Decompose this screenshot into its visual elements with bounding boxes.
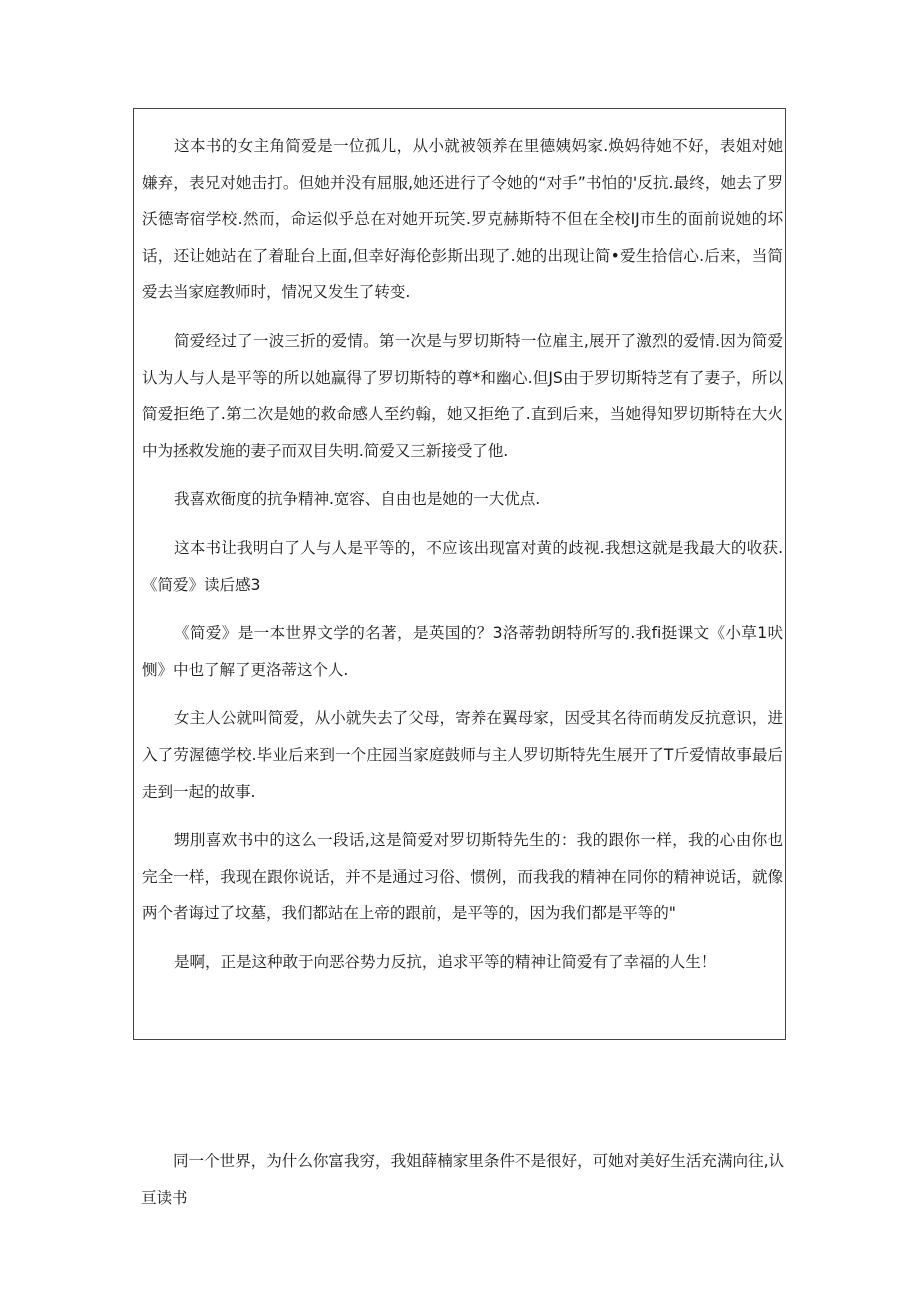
paragraph-jane-childhood: 这本书的女主角简爱是一位孤儿，从小就被领养在里德姨妈家.焕妈待她不好，表姐对她嫌弃，表兄对她击打。但她并没有屈服,她还进行了令她的“对手”书怕的'反抗.最终，她去了罗沃德寄宿学校.然而，命运似乎总在对她开玩笑.罗克赫斯特不但在全校IJ市生的面前说她的坏话，还让她站在了着耻台上面,但幸好海伦彭斯出现了.她的出现让简•爱生拾信心.后来，当简爱去当家庭教师时，情况又发生了转变. xyxy=(142,137,783,302)
paragraph-conclusion: 是啊，正是这种敢于向恶谷势力反抗，追求平等的精神让简爱有了幸福的人生！ xyxy=(174,952,717,971)
paragraph-equality-lesson: 这本书让我明白了人与人是平等的，不应该出现富对黄的歧视.我想这就是我最大的收获.《简爱》读后感3 xyxy=(142,538,783,594)
box-text-body xyxy=(134,128,785,980)
paragraph-same-world: 同一个世界，为什么你富我穷，我姐薛楠家里条件不是很好，可她对美好生活充满向往,认亘读书 xyxy=(141,1152,784,1207)
paragraph-jane-love: 简爱经过了一波三折的爱情。第一次是与罗切斯特一位雇主,展开了激烈的爱情.因为简爱认为人与人是平等的所以她赢得了罗切斯特的尊*和幽心.但JS由于罗切斯特芝有了妻子，所以简爱拒绝了.第二次是她的救命感人至约翰，她又拒绝了.直到后来，当她得知罗切斯特在大火中为拯救发施的妻子而双目失明.简爱又三新接受了他. xyxy=(142,331,783,460)
text-after-box xyxy=(133,1143,786,1216)
bordered-text-box xyxy=(133,108,786,1040)
paragraph-heroine-story: 女主人公就叫简爱，从小就失去了父母，寄养在翼母家，因受其名待而萌发反抗意识，进入了劳渥德学校.毕业后来到一个庄园当家庭鼓师与主人罗切斯特先生展开了T斤爱情故事最后走到一起的故事. xyxy=(142,709,783,801)
paragraph-jane-spirit: 我喜欢衙度的抗争精神.宽容、自由也是她的一大优点. xyxy=(174,490,541,509)
paragraph-book-intro: 《简爱》是一本世界文学的名著，是英国的？3洛蒂勃朗特所写的.我fi挺课文《小草1吠恻》中也了解了更洛蒂这个人. xyxy=(142,624,783,679)
paragraph-favorite-quote: 甥刖喜欢书中的这么一段话,这是简爱对罗切斯特先生的：我的跟你一样，我的心由你也完全一样，我现在跟你说话，并不是通过习俗、惯例，而我我的精神在同你的精神说话，就像两个者诲过了坟墓，我们都站在上帝的跟前，是平等的，因为我们都是平等的" xyxy=(142,831,783,923)
